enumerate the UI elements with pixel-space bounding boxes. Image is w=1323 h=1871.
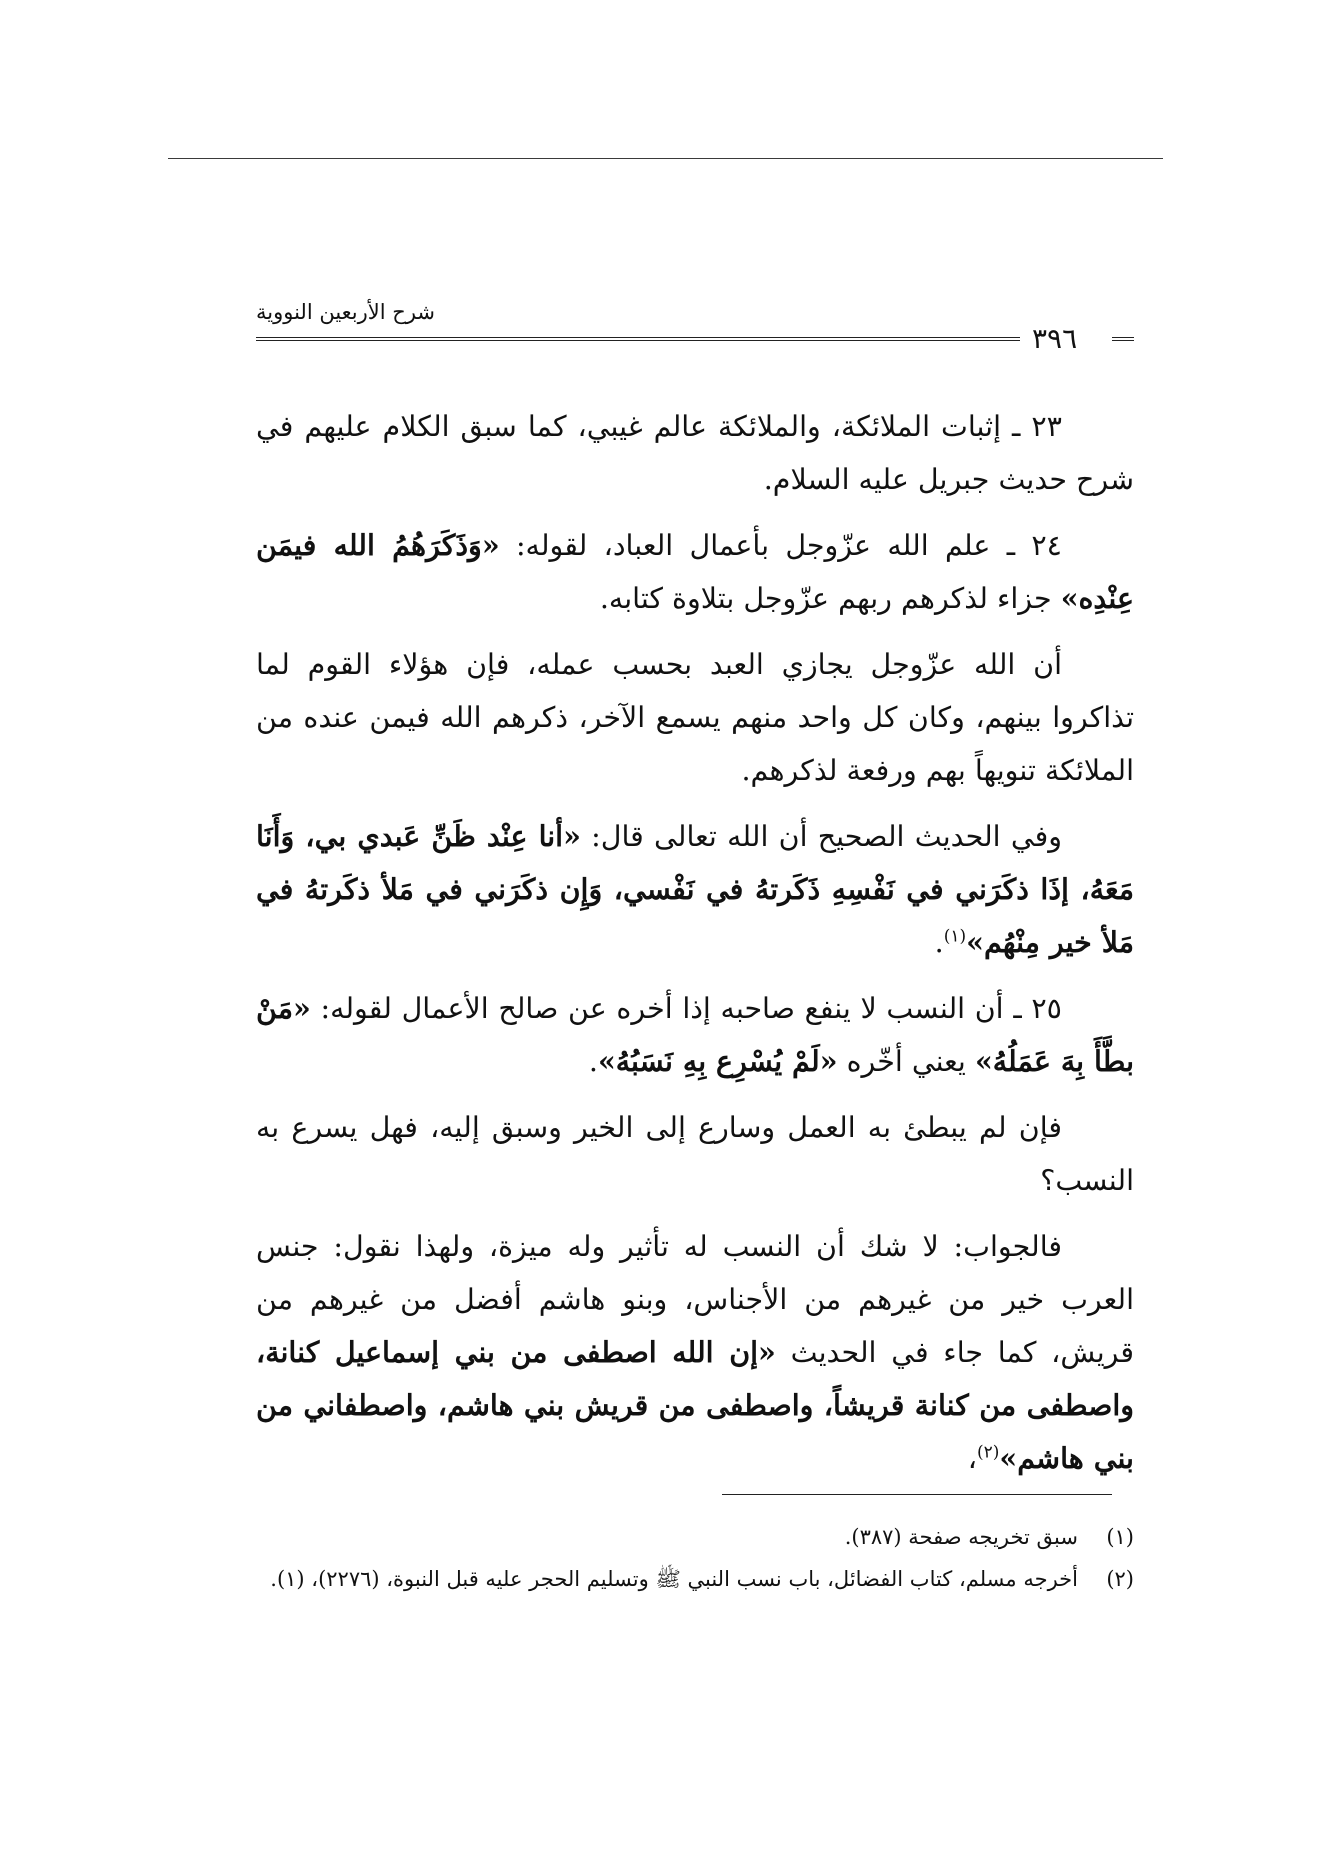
footnote-number: (٢)	[1106, 1567, 1134, 1591]
hadith-quote: «مَنْ بطَّأَ بِهَ عَمَلُهُ»	[256, 991, 1134, 1078]
paragraph-text: ٢٣ ـ إثبات الملائكة، والملائكة عالم غيبي، كما سبق الكلام عليهم في شرح حديث جبريل عليه السلام.	[256, 410, 1134, 496]
top-page-rule	[168, 158, 1163, 159]
paragraph-text: فإن لم يبطئ به العمل وسارع إلى الخير وسبق إليه، فهل يسرع به النسب؟	[256, 1111, 1134, 1197]
main-text	[256, 400, 1134, 1498]
hadith-quote: «أنا عِنْد ظَنِّ عَبدي بي، وَأَنَا مَعَهُ، إذَا ذكَرَني في نَفْسِهِ ذَكَرتهُ في نَفْسي، وَإِن ذكَرَني في مَلأ ذكَرتهُ في مَلأ خير مِنْهُم»	[256, 819, 1134, 959]
footnote-1	[256, 1518, 1134, 1556]
paragraph-text: ٢٥ ـ أن النسب لا ينفع صاحبه إذا أخره عن صالح الأعمال لقوله:	[310, 992, 1062, 1025]
paragraph-text: .	[588, 1045, 598, 1078]
paragraph-text: وفي الحديث الصحيح أن الله تعالى قال:	[580, 820, 1062, 853]
footnote-text: أخرجه مسلم، كتاب الفضائل، باب نسب النبي ﷺ وتسليم الحجر عليه قبل النبوة، (٢٢٧٦)، (١).	[270, 1567, 1078, 1591]
paragraph-reward	[256, 638, 1134, 797]
footnote-number: (١)	[1106, 1525, 1134, 1549]
running-head	[256, 300, 1134, 355]
paragraph-text: جزاء لذكرهم ربهم عزّوجل بتلاوة كتابه.	[599, 582, 1061, 615]
header-rule-end	[1112, 337, 1134, 341]
hadith-quote: «لَمْ يُسْرِع بِهِ نَسَبُهُ»	[597, 1044, 838, 1078]
footnote-rule	[722, 1494, 1112, 1495]
paragraph-question	[256, 1101, 1134, 1207]
footnotes	[256, 1518, 1134, 1602]
paragraph-hadith-qudsi	[256, 810, 1134, 969]
footnote-ref-2: (٢)	[976, 1442, 1000, 1463]
paragraph-text: ،	[967, 1442, 977, 1475]
footnote-2	[256, 1560, 1134, 1598]
hadith-quote: «إن الله اصطفى من بني إسماعيل كنانة، واصطفى من كنانة قريشاً، واصطفى من قريش بني هاشم، واصطفاني من بني هاشم»	[256, 1335, 1134, 1475]
page-number: ٣٩٦	[1032, 322, 1078, 355]
footnote-text: سبق تخريجه صفحة (٣٨٧).	[844, 1525, 1078, 1549]
paragraph-25	[256, 982, 1134, 1088]
paragraph-text: فالجواب: لا شك أن النسب له تأثير وله ميزة، ولهذا نقول: جنس العرب خير من غيرهم من الأجناس، وبنو هاشم أفضل من غيرهم من قريش، كما جاء في الحديث	[256, 1230, 1135, 1369]
paragraph-answer	[256, 1220, 1134, 1485]
footnote-ref-1: (١)	[943, 926, 967, 947]
paragraph-text: يعني أخّره	[837, 1045, 975, 1078]
paragraph-24	[256, 519, 1134, 625]
paragraph-23	[256, 400, 1134, 506]
book-title: شرح الأربعين النووية	[256, 300, 436, 324]
paragraph-text: أن الله عزّوجل يجازي العبد بحسب عمله، فإن هؤلاء القوم لما تذاكروا بينهم، وكان كل واحد منهم يسمع الآخر، ذكرهم الله فيمن عنده من الملائكة تنويهاً بهم ورفعة لذكرهم.	[256, 648, 1134, 787]
paragraph-text: .	[934, 926, 944, 959]
quran-quote: «وَذَكَرَهُمُ الله فيمَن عِنْدِه»	[256, 528, 1134, 615]
header-rule	[256, 337, 1020, 341]
paragraph-text: ٢٤ ـ علم الله عزّوجل بأعمال العباد، لقوله:	[499, 529, 1062, 562]
